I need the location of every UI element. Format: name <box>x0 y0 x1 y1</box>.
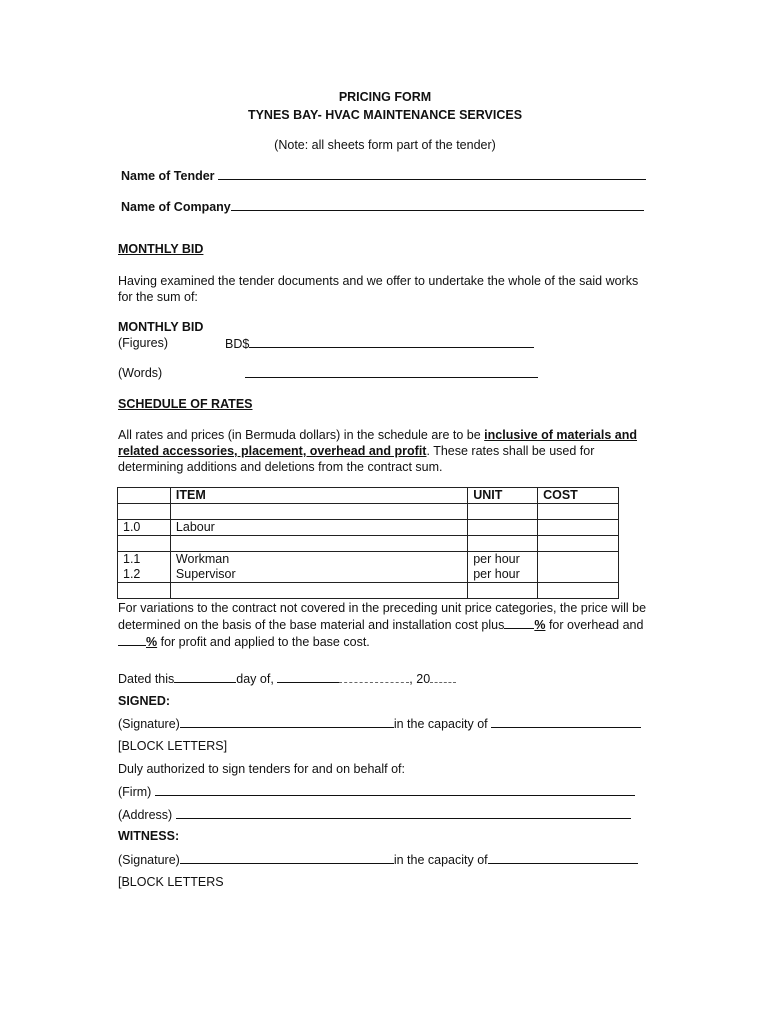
monthly-bid-heading: MONTHLY BID <box>118 242 204 256</box>
row-item: Labour <box>170 520 467 536</box>
name-of-company-field[interactable] <box>121 198 644 215</box>
table-cell <box>118 488 171 504</box>
form-title: PRICING FORM <box>338 90 432 104</box>
day-blank[interactable] <box>174 670 236 683</box>
tender-label: Name of Tender <box>121 169 215 183</box>
profit-pct-blank[interactable] <box>118 633 146 646</box>
signed-heading: SIGNED: <box>118 694 171 708</box>
schedule-para-emphasis: inclusive of materials and related accessories, placement, overhead and profit <box>118 428 638 458</box>
table-cell <box>468 536 538 552</box>
schedule-para-end: . These rates shall be used for determining additions and deletions from the contract sum. <box>118 444 595 474</box>
row-unit: per hour <box>468 552 538 568</box>
signature-blank[interactable] <box>180 715 394 728</box>
capacity-label: in the capacity of <box>393 717 488 731</box>
table-row <box>118 567 619 583</box>
schedule-para-start: All rates and prices (in Bermuda dollars) in the schedule are to be <box>118 428 485 442</box>
form-subtitle: TYNES BAY- HVAC MAINTENANCE SERVICES <box>247 108 523 122</box>
table-cell <box>170 583 467 599</box>
witness-signature-blank[interactable] <box>180 851 394 864</box>
witness-capacity-blank[interactable] <box>488 851 638 864</box>
capacity-blank[interactable] <box>491 715 641 728</box>
month-blank[interactable] <box>277 670 339 683</box>
company-label: Name of Company <box>121 200 231 214</box>
table-row <box>118 583 619 599</box>
signature-label: (Signature) <box>118 717 180 731</box>
table-cell[interactable] <box>538 583 619 599</box>
address-line <box>118 806 631 823</box>
table-cell[interactable] <box>538 536 619 552</box>
variations-paragraph <box>118 600 653 650</box>
table-cell <box>468 504 538 520</box>
signed-block-letters: [BLOCK LETTERS] <box>118 739 228 753</box>
witness-capacity-label: in the capacity of <box>393 853 488 867</box>
table-row <box>118 552 619 568</box>
address-blank[interactable] <box>176 806 631 819</box>
table-cell <box>170 536 467 552</box>
day-of-label: day of, <box>236 672 274 686</box>
schedule-heading: SCHEDULE OF RATES <box>118 397 253 411</box>
witness-heading: WITNESS: <box>118 829 180 843</box>
row-item: Workman <box>170 552 467 568</box>
firm-line <box>118 783 635 800</box>
unit-header: UNIT <box>468 488 538 504</box>
currency-label: BD$ <box>225 337 250 351</box>
table-row <box>118 504 619 520</box>
words-blank[interactable] <box>245 365 538 378</box>
table-header-row <box>118 488 619 504</box>
dated-line <box>118 670 456 687</box>
overhead-pct-blank[interactable] <box>504 616 534 629</box>
form-note: (Note: all sheets form part of the tender) <box>274 138 496 152</box>
words-label: (Words) <box>118 366 163 380</box>
firm-blank[interactable] <box>155 783 635 796</box>
table-cell <box>118 536 171 552</box>
variations-part2: for overhead and <box>545 618 644 632</box>
row-item: Supervisor <box>170 567 467 583</box>
signed-signature-line <box>118 715 641 732</box>
schedule-of-rates-table <box>117 487 619 599</box>
figures-field[interactable] <box>225 335 534 352</box>
variations-part3: for profit and applied to the base cost. <box>157 635 370 649</box>
authorized-text: Duly authorized to sign tenders for and on behalf of: <box>118 762 405 776</box>
row-cost[interactable] <box>538 552 619 568</box>
firm-label: (Firm) <box>118 785 152 799</box>
table-row <box>118 536 619 552</box>
profit-pct-sign: % <box>146 635 158 649</box>
variations-part1: For variations to the contract not covered in the preceding unit price categories, the price will be determined on the basis of the base material and installation cost plus <box>118 601 647 632</box>
year-blank[interactable] <box>430 670 456 683</box>
table-cell <box>468 583 538 599</box>
row-cost[interactable] <box>538 520 619 536</box>
figures-blank[interactable] <box>249 335 534 348</box>
month-blank-extension[interactable] <box>339 670 409 683</box>
row-unit <box>468 520 538 536</box>
monthly-bid-subheading: MONTHLY BID <box>118 320 204 334</box>
figures-label: (Figures) <box>118 336 169 350</box>
witness-block-letters: [BLOCK LETTERS <box>118 875 224 889</box>
table-cell[interactable] <box>538 504 619 520</box>
cost-header: COST <box>538 488 619 504</box>
witness-signature-line <box>118 851 638 868</box>
monthly-bid-intro: Having examined the tender documents and we offer to undertake the whole of the said works for the sum of: <box>118 274 639 304</box>
row-number: 1.0 <box>118 520 171 536</box>
row-unit: per hour <box>468 567 538 583</box>
tender-blank[interactable] <box>218 167 646 180</box>
schedule-paragraph <box>118 427 653 475</box>
row-number: 1.2 <box>118 567 171 583</box>
table-cell <box>170 504 467 520</box>
item-header: ITEM <box>170 488 467 504</box>
row-number: 1.1 <box>118 552 171 568</box>
dated-label: Dated this <box>118 672 175 686</box>
table-cell <box>118 583 171 599</box>
table-cell <box>118 504 171 520</box>
witness-signature-label: (Signature) <box>118 853 180 867</box>
row-cost[interactable] <box>538 567 619 583</box>
address-label: (Address) <box>118 808 173 822</box>
table-row <box>118 520 619 536</box>
words-field[interactable] <box>245 365 538 382</box>
overhead-pct-sign: % <box>534 618 546 632</box>
company-blank[interactable] <box>231 198 644 211</box>
name-of-tender-field[interactable] <box>121 167 646 184</box>
year-label: , 20 <box>409 672 431 686</box>
